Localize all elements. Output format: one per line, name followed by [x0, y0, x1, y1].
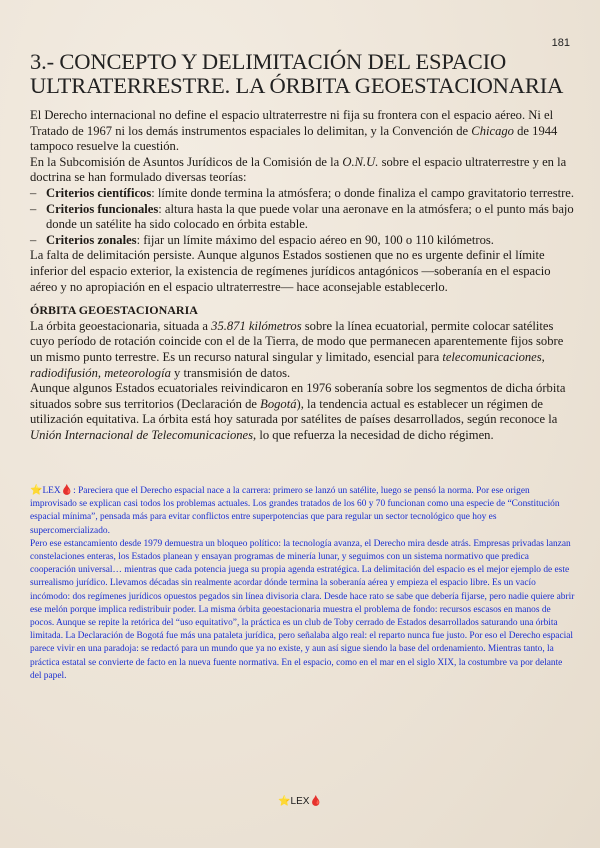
list-item: – Criterios científicos: límite donde termina la atmósfera; o donde finaliza el campo gravitatorio terrestre. [30, 185, 575, 200]
dash-bullet: – [30, 185, 37, 200]
paragraph-theories: En la Subcomisión de Asuntos Jurídicos de la Comisión de la O.N.U. sobre el espacio ultraterrestre y en la doctrina se han formulado diversas teorías: [30, 154, 567, 185]
paragraph-delimitation: La falta de delimitación persiste. Aunque algunos Estados sostienen que no es urgente definir el límite inferior del espacio exterior, la existencia de regímenes jurídicos antagónicos —soberanía en el espacio aéreo y no apropiación en el espacio ultraterrestre— hace aconsejable establecerlo. [30, 248, 551, 294]
blood-drop-icon: 🩸 [60, 485, 74, 496]
list-item: – Criterios funcionales: altura hasta la que puede volar una aeronave en la atmósfera; o el punto más bajo donde un satélite ha sido colocado en órbita estable. [30, 201, 574, 232]
footer-brand [0, 796, 600, 807]
paragraph-definition: El Derecho internacional no define el espacio ultraterrestre ni fija su frontera con el espacio aéreo. Ni el Tratado de 1967 ni los demás instrumentos espaciales lo delimitan, y la Convención de Chicago de 1944 tampoco resuelve la cuestión. [30, 108, 558, 154]
star-icon: ⭐ [278, 796, 291, 807]
page-number: 181 [551, 37, 570, 49]
main-text [30, 108, 575, 443]
lex-brand: LEX [42, 486, 61, 496]
blood-drop-icon: 🩸 [309, 796, 322, 807]
paragraph-bogota: Aunque algunos Estados ecuatoriales reivindicaron en 1976 soberanía sobre los segmentos de dicha órbita situados sobre sus territorios (Declaración de Bogotá), la tendencia actual es establecer un régimen de utilización equitativa. La órbita está hoy saturada por satélites de países desarrollados, según reconoce la Unión Internacional de Telecomunicaciones, lo que refuerza la necesidad de dicho régimen. [30, 381, 566, 442]
dash-bullet: – [30, 201, 37, 216]
page-title: 3.- CONCEPTO Y DELIMITACIÓN DEL ESPACIO ULTRATERRESTRE. LA ÓRBITA GEOESTACIONARIA [30, 49, 564, 98]
paragraph-orbit: La órbita geoestacionaria, situada a 35.871 kilómetros sobre la línea ecuatorial, permite colocar satélites cuyo período de rotación coincide con el de la Tierra, de modo que permanecen aparentemente fijos sobre un mismo punto terrestre. Es un recurso natural singular y limitado, esencial para telecomunicaciones, radiodifusión, meteorología y transmisión de datos. [30, 318, 564, 380]
lex-brand: LEX [290, 796, 310, 807]
dash-bullet: – [30, 232, 37, 247]
commentary-paragraph: ⭐LEX🩸: Pareciera que el Derecho espacial nace a la carrera: primero se lanzó un satélite, luego se pensó la norma. Por ese origen improvisado se explican casi todos los problemas actuales. Los grandes tratados de los 60 y 70 funcionan como una especie de “Constitución espacial mínima”, pensada más para evitar conflictos entre superpotencias que para regular un sector tecnológico que hoy es supercomercializado. [30, 485, 560, 536]
commentary-paragraph: Pero ese estancamiento desde 1979 demuestra un bloqueo político: la tecnología avanza, el Derecho mira desde atrás. Empresas privadas lanzan constelaciones enteras, los Estados planean y ensayan programas de minería lunar, y seguimos con un sistema normativo que predica cooperación universal… mientras que cada potencia juega su propia agenda estratégica. La delimitación del espacio es el mejor ejemplo de este surrealismo jurídico. Llevamos décadas sin realmente acordar dónde termina la soberanía aérea y empieza el espacio libre. Es un vacío incómodo: dos regímenes jurídicos opuestos pegados sin línea divisoria clara. Desde hace rato se sabe que debería fijarse, pero nadie quiere abrir ese melón porque implica redistribuir poder. La misma órbita geoestacionaria muestra el problema de fondo: recursos escasos en manos de pocos. Aunque se repite la retórica del “uso equitativo”, la práctica es un club de Toby cerrado de Estados desarrollados saturando una órbita limitada. La Declaración de Bogotá fue más una pataleta jurídica, pero señalaba algo real: el reparto nunca fue justo. Por eso el Derecho espacial parece vivir en una paradoja: se redactó para un mundo que ya no existe, y aun así sigue siendo la base del ordenamiento. Mientras tanto, la práctica estatal se convierte de facto en la nueva fuente normativa. En el espacio, como en el mar en el siglo XIX, la costumbre va por delante del papel. [30, 538, 575, 681]
lex-commentary [30, 484, 575, 683]
star-icon: ⭐ [30, 485, 43, 496]
criteria-list [30, 186, 575, 248]
section-heading: ÓRBITA GEOESTACIONARIA [30, 303, 198, 318]
list-item: – Criterios zonales: fijar un límite máximo del espacio aéreo en 90, 100 o 110 kilómetros. [30, 232, 494, 247]
